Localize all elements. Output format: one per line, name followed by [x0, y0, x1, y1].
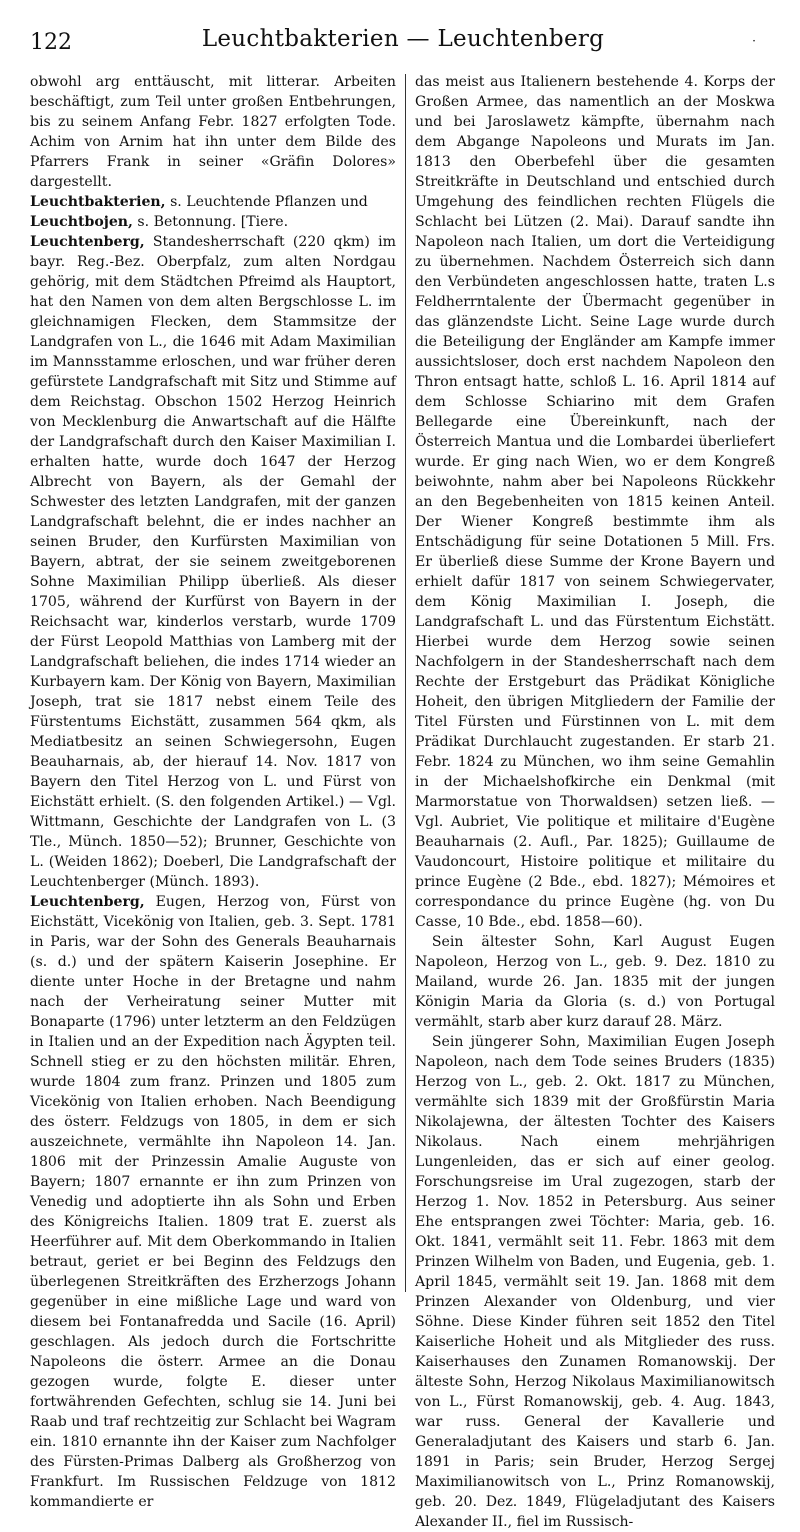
- entry-leuchtenberg-standesherrschaft: [30, 232, 396, 892]
- entry-headword: Leuchtbojen,: [30, 214, 133, 230]
- paragraph-eldest-son: Sein ältester Sohn, Karl August Eugen Napoleon, Herzog von L., geb. 9. Dez. 1810 zu Mailand, wurde 26. Jan. 1835 mit der jungen Königin Maria da Gloria (s. d.) von Portugal vermählt, starb aber kurz darauf 28. März.: [415, 934, 775, 1030]
- entry-leuchtbakterien: [30, 192, 396, 212]
- entry-headword: Leuchtbakterien,: [30, 194, 166, 210]
- entry-text: s. Betonnung. [Tiere.: [132, 214, 289, 230]
- entry-text: s. Leuchtende Pflanzen und: [165, 194, 368, 210]
- paragraph-younger-son: Sein jüngerer Sohn, Maximilian Eugen Joseph Napoleon, nach dem Tode seines Bruders (1835) Herzog von L., geb. 2. Okt. 1817 zu München, vermählte sich 1839 mit der Großfürstin Maria Nikolajewna, der ältesten Tochter des Kaisers Nikolaus. Nach einem mehrjährigen Lungenleiden, das er sich auf einer geolog. Forschungsreise im Ural zugezogen, starb der Herzog 1. Nov. 1852 in Petersburg. Aus seiner Ehe entsprangen zwei Töchter: Maria, geb. 16. Okt. 1841, vermählt seit 11. Febr. 1863 mit dem Prinzen Wilhelm von Baden, und Eugenia, geb. 1. April 1845, vermählt seit 19. Jan. 1868 mit dem Prinzen Alexander von Oldenburg, und vier Söhne. Diese Kinder führen seit 1852 den Titel Kaiserliche Hoheit und als Mitglieder des russ. Kaiserhauses den Zunamen Romanowskij. Der älteste Sohn, Herzog Nikolaus Maximilianowitsch von L., Fürst Romanowskij, geb. 4. Aug. 1843, war russ. General der Kavallerie und Generaladjutant des Kaisers und starb 6. Jan. 1891 in Paris; sein Bruder, Herzog Sergej Maximilianowitsch von L., Prinz Romanowskij, geb. 20. Dez. 1849, Flügeladjutant des Kaisers Alexander II., fiel im Russisch-: [415, 1034, 775, 1530]
- column-divider: [405, 74, 406, 1292]
- page-header: [30, 26, 776, 62]
- running-head: Leuchtbakterien — Leuchtenberg: [201, 26, 605, 52]
- header-mark: ·: [752, 34, 756, 48]
- paragraph-continuation: obwohl arg enttäuscht, mit litterar. Arbeiten beschäftigt, zum Teil unter großen Entbehrungen, bis zu seinem Anfang Febr. 1827 erfolgten Tode. Achim von Arnim hat ihn unter dem Bilde des Pfarrers Frank in seiner «Gräfin Dolores» dargestellt.: [30, 74, 396, 190]
- entry-leuchtenberg-eugen: [30, 892, 396, 1512]
- right-column: [415, 72, 775, 1532]
- entry-headword: Leuchtenberg,: [30, 894, 145, 910]
- page-number: 122: [30, 30, 72, 55]
- entry-text: Standesherrschaft (220 qkm) im bayr. Reg.-Bez. Oberpfalz, zum alten Nordgau gehörig, mit dem Städtchen Pfreimd als Hauptort, hat den Namen von dem alten Bergschlosse L. im gleichnamigen Flecken, dem Stammsitze der Landgrafen von L., die 1646 mit Adam Maximilian im Mannsstamme erloschen, und war früher deren gefürstete Landgrafschaft mit Sitz und Stimme auf dem Reichstag. Obschon 1502 Herzog Heinrich von Mecklenburg die Anwartschaft auf die Hälfte der Landgrafschaft durch den Kaiser Maximilian I. erhalten hatte, wurde doch 1647 der Herzog Albrecht von Bayern, als der Gemahl der Schwester des letzten Landgrafen, mit der ganzen Landgrafschaft belehnt, die er indes nachher an seinen Bruder, den Kurfürsten Maximilian von Bayern, abtrat, der sie seinem zweitgeborenen Sohne Maximilian Philipp überließ. Als dieser 1705, während der Kurfürst von Bayern in der Reichsacht war, kinderlos verstarb, wurde 1709 der Fürst Leopold Matthias von Lamberg mit der Landgrafschaft beliehen, die indes 1714 wieder an Kurbayern kam. Der König von Bayern, Maximilian Joseph, trat sie 1817 nebst einem Teile des Fürstentums Eichstätt, zusammen 564 qkm, als Mediatbesitz an seinen Schwiegersohn, Eugen Beauharnais, ab, der hierauf 14. Nov. 1817 von Bayern den Titel Herzog von L. und Fürst von Eichstätt erhielt. (S. den folgenden Artikel.) — Vgl. Wittmann, Geschichte der Landgrafen von L. (3 Tle., Münch. 1850—52); Brunner, Geschichte von L. (Weiden 1862); Doeberl, Die Landgrafschaft der Leuchtenberger (Münch. 1893).: [30, 234, 396, 890]
- entry-leuchtbojen: [30, 212, 396, 232]
- left-column: [30, 72, 396, 1512]
- entry-text: Eugen, Herzog von, Fürst von Eichstätt, Vicekönig von Italien, geb. 3. Sept. 1781 in Paris, war der Sohn des Generals Beauharnais (s. d.) und der spätern Kaiserin Josephine. Er diente unter Hoche in der Bretagne und nahm nach der Verheiratung seiner Mutter mit Bonaparte (1796) unter letzterm an den Feldzügen in Italien und an der Expedition nach Ägypten teil. Schnell stieg er zu den höchsten militär. Ehren, wurde 1804 zum franz. Prinzen und 1805 zum Vicekönig von Italien erhoben. Nach Beendigung des österr. Feldzugs von 1805, in dem er sich auszeichnete, vermählte ihn Napoleon 14. Jan. 1806 mit der Prinzessin Amalie Auguste von Bayern; 1807 ernannte er ihn zum Prinzen von Venedig und adoptierte ihn als Sohn und Erben des Königreichs Italien. 1809 trat E. zuerst als Heerführer auf. Mit dem Oberkommando in Italien betraut, geriet er bei Beginn des Feldzugs den überlegenen Streitkräften des Erzherzogs Johann gegenüber in eine mißliche Lage und ward von diesem bei Fontanafredda und Sacile (16. April) geschlagen. Als jedoch durch die Fortschritte Napoleons die österr. Armee an die Donau gezogen wurde, folgte E. dieser unter fortwährenden Gefechten, schlug sie 14. Juni bei Raab und traf rechtzeitig zur Schlacht bei Wagram ein. 1810 ernannte ihn der Kaiser zum Nachfolger des Fürsten-Primas Dalberg als Großherzog von Frankfurt. Im Russischen Feldzuge von 1812 kommandierte er: [30, 894, 396, 1510]
- paragraph-continuation: das meist aus Italienern bestehende 4. Korps der Großen Armee, das namentlich an der Moskwa und bei Jaroslawetz kämpfte, übernahm nach dem Abgange Napoleons und Murats im Jan. 1813 den Oberbefehl über die gesamten Streitkräfte in Deutschland und entschied durch Umgehung des feindlichen rechten Flügels die Schlacht bei Lützen (2. Mai). Darauf sandte ihn Napoleon nach Italien, um dort die Verteidigung zu übernehmen. Nachdem Österreich sich dann den Verbündeten angeschlossen hatte, traten L.s Feldherrntalente der Übermacht gegenüber in das glänzendste Licht. Seine Lage wurde durch die Beteiligung der Engländer am Kampfe immer aussichtsloser, doch erst nachdem Napoleon den Thron entsagt hatte, schloß L. 16. April 1814 auf dem Schlosse Schiarino mit dem Grafen Bellegarde eine Übereinkunft, nach der Österreich Mantua und die Lombardei überliefert wurde. Er ging nach Wien, wo er dem Kongreß beiwohnte, nahm aber bei Napoleons Rückkehr an den Begebenheiten von 1815 keinen Anteil. Der Wiener Kongreß bestimmte ihm als Entschädigung für seine Dotationen 5 Mill. Frs. Er überließ diese Summe der Krone Bayern und erhielt dafür 1817 von seinem Schwiegervater, dem König Maximilian I. Joseph, die Landgrafschaft L. und das Fürstentum Eichstätt. Hierbei wurde dem Herzog sowie seinen Nachfolgern in der Standesherrschaft nach dem Rechte der Erstgeburt das Prädikat Königliche Hoheit, den übrigen Mitgliedern der Familie der Titel Fürsten und Fürstinnen von L. mit dem Prädikat Durchlaucht zugestanden. Er starb 21. Febr. 1824 zu München, wo ihm seine Gemahlin in der Michaelshofkirche ein Denkmal (mit Marmorstatue von Thorwaldsen) setzen ließ. — Vgl. Aubriet, Vie politique et militaire d'Eugène Beauharnais (2. Aufl., Par. 1825); Guillaume de Vaudoncourt, Histoire politique et militaire du prince Eugène (2 Bde., ebd. 1827); Mémoires et correspondance du prince Eugène (hg. von Du Casse, 10 Bde., ebd. 1858—60).: [415, 74, 775, 930]
- entry-headword: Leuchtenberg,: [30, 234, 145, 250]
